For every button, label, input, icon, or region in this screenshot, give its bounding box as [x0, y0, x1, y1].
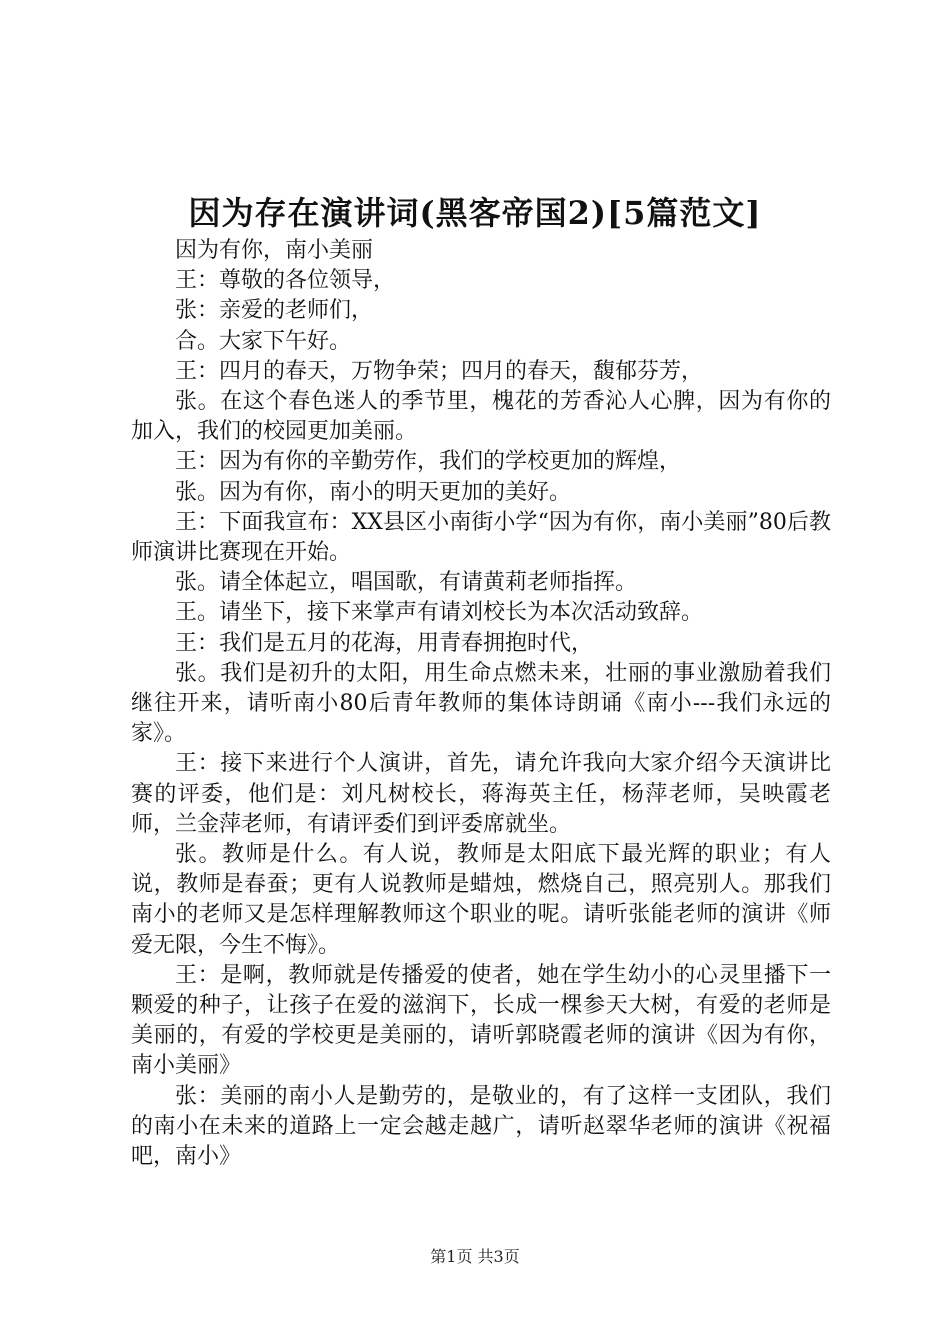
paragraph: 张。因为有你，南小的明天更加的美好。 — [175, 479, 572, 505]
paragraph: 王：尊敬的各位领导， — [175, 268, 396, 294]
paragraph: 王：四月的春天，万物争荣；四月的春天，馥郁芬芳， — [175, 358, 704, 384]
paragraph: 张。在这个春色迷人的季节里，槐花的芳香沁人心脾，因为有你的加入，我们的校园更加美丽。 — [131, 389, 831, 445]
paragraph: 王：下面我宣布：XX县区小南街小学“因为有你，南小美丽”80后教师演讲比赛现在开始。 — [131, 509, 831, 566]
paragraph: 张：美丽的南小人是勤劳的，是敬业的，有了这样一支团队，我们的南小在未来的道路上一定会越走越广，请听赵翠华老师的演讲《祝福吧，南小》 — [131, 1083, 831, 1170]
paragraph: 王：接下来进行个人演讲，首先，请允许我向大家介绍今天演讲比赛的评委，他们是：刘凡树校长，蒋海英主任，杨萍老师，吴映霞老师，兰金萍老师，有请评委们到评委席就坐。 — [131, 751, 831, 837]
paragraph: 张。请全体起立，唱国歌，有请黄莉老师指挥。 — [175, 570, 638, 596]
paragraph: 王：我们是五月的花海，用青春拥抱时代， — [175, 630, 594, 656]
document-body — [131, 236, 831, 1172]
paragraph: 张。我们是初升的太阳，用生命点燃未来，壮丽的事业激励着我们继往开来，请听南小80后青年教师的集体诗朗诵《南小---我们永远的家》。 — [131, 660, 831, 747]
paragraph: 王。请坐下，接下来掌声有请刘校长为本次活动致辞。 — [175, 600, 704, 626]
paragraph: 合。大家下午好。 — [175, 328, 352, 354]
paragraph: 张：亲爱的老师们， — [175, 298, 374, 324]
paragraph: 因为有你，南小美丽 — [175, 238, 374, 263]
paragraph: 王：是啊，教师就是传播爱的使者，她在学生幼小的心灵里播下一颗爱的种子，让孩子在爱的滋润下，长成一棵参天大树，有爱的老师是美丽的，有爱的学校更是美丽的，请听郭晓霞老师的演讲《因为有你，南小美丽》 — [131, 962, 831, 1079]
document-title: 因为存在演讲词(黑客帝国2)[5篇范文] — [188, 194, 762, 232]
paragraph: 张。教师是什么。有人说，教师是太阳底下最光辉的职业；有人说，教师是春蚕；更有人说教师是蜡烛，燃烧自己，照亮别人。那我们南小的老师又是怎样理解教师这个职业的呢。请听张能老师的演讲《师爱无限，今生不悔》。 — [131, 842, 831, 958]
page-footer: 第1页 共3页 — [430, 1247, 520, 1266]
paragraph: 王：因为有你的辛勤劳作，我们的学校更加的辉煌， — [175, 449, 682, 475]
